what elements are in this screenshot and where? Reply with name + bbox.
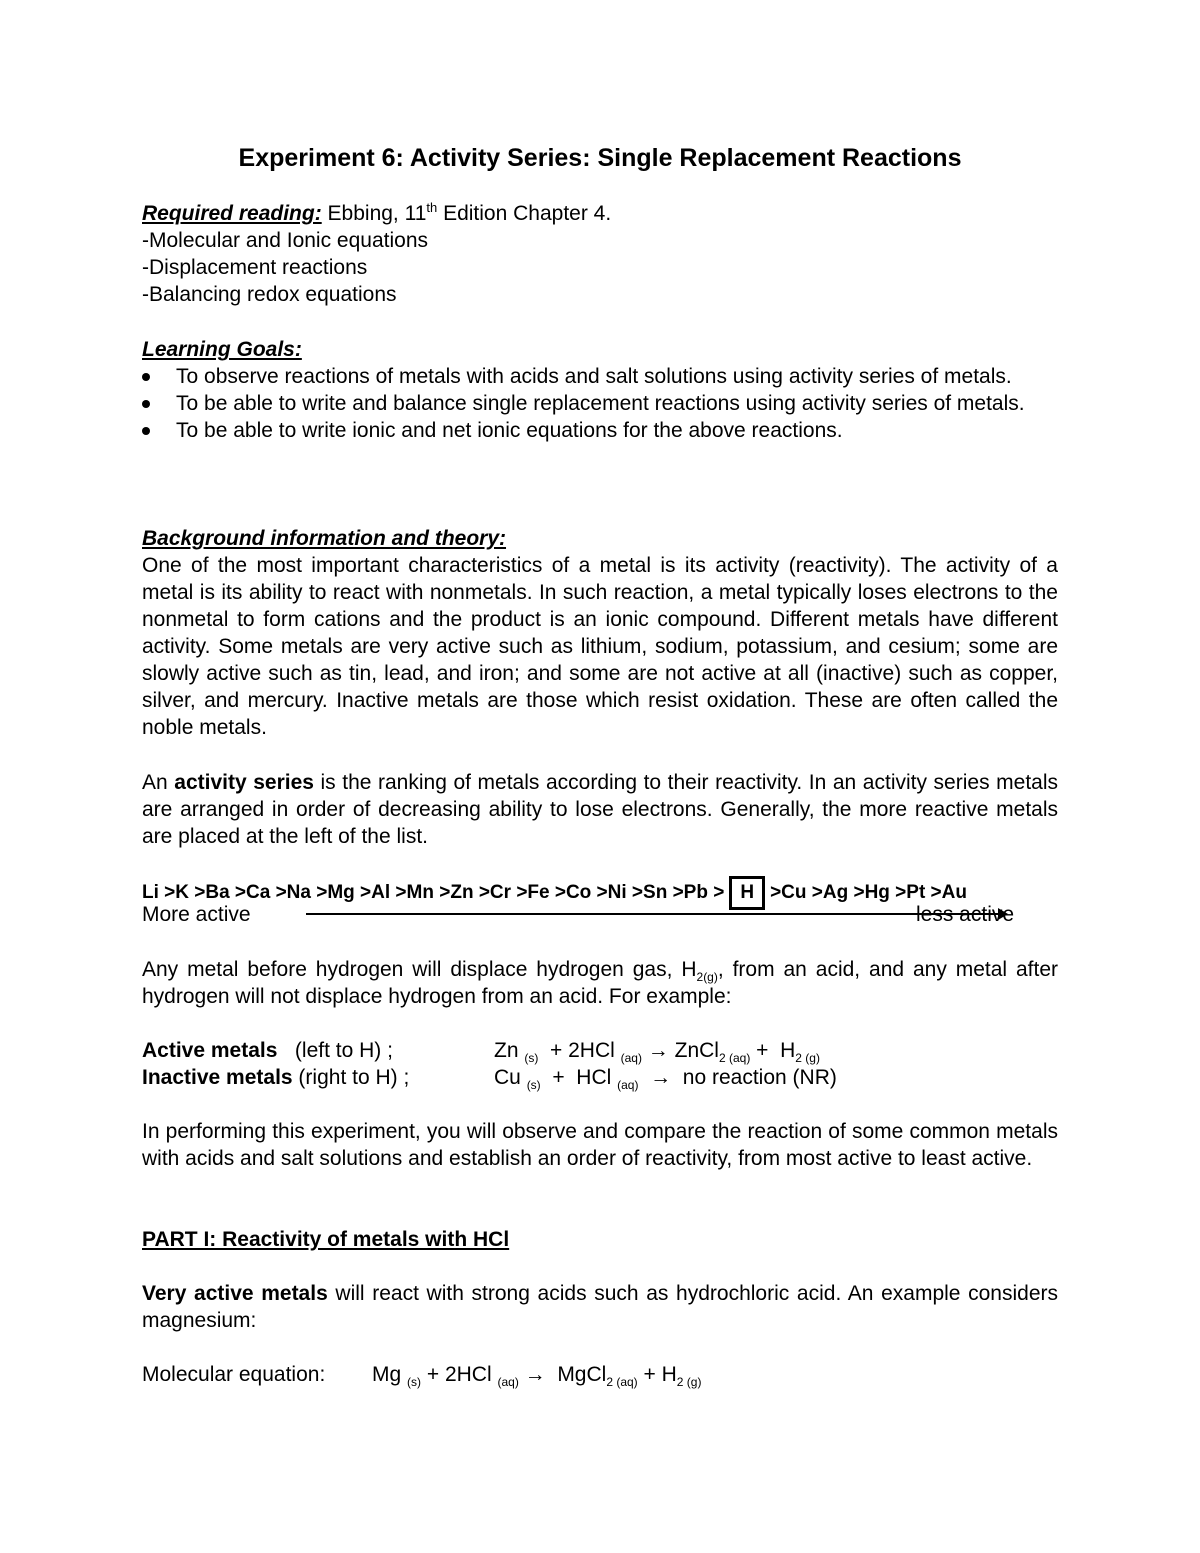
active-metals-note: (left to H) ; xyxy=(277,1039,393,1062)
part-one-heading xyxy=(142,1226,1058,1253)
inactive-metals-equation xyxy=(494,1064,837,1091)
learning-goals-heading: Learning Goals: xyxy=(142,338,302,361)
performing-paragraph: In performing this experiment, you will observe and compare the reaction of some common metals with acids and salt solutions and establish an order of reactivity, from most active to least active. xyxy=(142,1120,1058,1170)
subscript: (aq) xyxy=(620,1051,642,1065)
paragraph-text: is the ranking of metals according to their reactivity. In an activity series metals are arranged in order of decreasing ability to lose electrons. Generally, the more reactive metals are placed at the left of the list. xyxy=(142,771,1058,848)
subscript: 2 (g) xyxy=(676,1375,702,1389)
subscript: (s) xyxy=(407,1375,422,1389)
hydrogen-box: H xyxy=(729,876,765,910)
goal-text: To observe reactions of metals with acids and salt solutions using activity series of metals. xyxy=(176,365,1012,388)
background-paragraph: One of the most important characteristics of a metal is its activity (reactivity). The activity of a metal is its ability to react with nonmetals. In such reaction, a metal typically loses electrons to the nonmetal to form cations and the product is an ionic compound. Different metals have different activity. Some metals are very active such as lithium, sodium, potassium, and cesium; some are slowly active such as tin, lead, and iron; and some are not active at all (inactive) such as copper, silver, and mercury. Inactive metals are those which resist oxidation. These are often called the noble metals. xyxy=(142,554,1058,739)
subscript: 2 (aq) xyxy=(718,1051,751,1065)
subscript: 2(g) xyxy=(696,970,718,984)
activity-series-paragraph xyxy=(142,769,1058,850)
active-metals-label xyxy=(142,1037,393,1064)
active-metals-example xyxy=(142,1037,1062,1064)
eq-text: → MgCl xyxy=(518,1363,607,1386)
active-metals-equation xyxy=(494,1037,820,1064)
learning-goals-list xyxy=(142,363,1058,444)
inactive-metals-label xyxy=(142,1064,409,1091)
inactive-metals-note: (right to H) ; xyxy=(292,1066,410,1089)
goal-text: To be able to write and balance single replacement reactions using activity series of metals. xyxy=(176,392,1025,415)
bullet-icon xyxy=(142,427,150,435)
bullet-icon xyxy=(142,373,150,381)
eq-text: → no reaction (NR) xyxy=(638,1066,837,1089)
background-section xyxy=(142,525,1058,741)
subscript: 2 (g) xyxy=(795,1051,820,1065)
goal-item xyxy=(142,390,1058,417)
paragraph-text: , from an acid, and any metal after hydrogen will not displace hydrogen from an acid. For example: xyxy=(142,958,1058,1008)
reading-superscript: th xyxy=(426,200,438,215)
inactive-metals-example xyxy=(142,1064,1062,1091)
eq-text: → ZnCl xyxy=(641,1039,719,1062)
learning-goals-section xyxy=(142,336,1058,444)
inactive-metals-term: Inactive metals xyxy=(142,1066,293,1089)
goal-item xyxy=(142,363,1058,390)
subscript: (aq) xyxy=(617,1078,639,1092)
subscript: (s) xyxy=(526,1078,541,1092)
eq-text: + HCl xyxy=(540,1066,618,1089)
hydrogen-paragraph xyxy=(142,956,1058,1010)
activity-series-diagram xyxy=(142,876,1142,938)
arrow-line xyxy=(306,913,1006,915)
eq-text: + 2HCl xyxy=(421,1363,498,1386)
reading-item: -Balancing redox equations xyxy=(142,283,397,306)
reading-item: -Displacement reactions xyxy=(142,256,368,279)
subscript: (s) xyxy=(524,1051,539,1065)
goal-text: To be able to write ionic and net ionic equations for the above reactions. xyxy=(176,419,843,442)
eq-text: Zn xyxy=(494,1039,525,1062)
eq-text: + H xyxy=(637,1363,677,1386)
activity-series-term: activity series xyxy=(174,771,314,794)
subscript: 2 (aq) xyxy=(606,1375,638,1389)
paragraph-text: An xyxy=(142,771,175,794)
eq-text: Mg xyxy=(372,1363,408,1386)
molecular-equation-row xyxy=(142,1361,1062,1388)
part-one-title: PART I: Reactivity of metals with HCl xyxy=(142,1228,510,1251)
less-active-label: less active xyxy=(916,903,1015,926)
required-reading-heading: Required reading: xyxy=(142,202,322,225)
reading-item: -Molecular and Ionic equations xyxy=(142,229,429,252)
document-title: Experiment 6: Activity Series: Single Replacement Reactions xyxy=(238,144,962,172)
eq-text: + H xyxy=(750,1039,796,1062)
eq-text: + 2HCl xyxy=(538,1039,621,1062)
very-active-metals-term: Very active metals xyxy=(142,1282,328,1305)
paragraph-text: will react with strong acids such as hydrochloric acid. An example considers magnesium: xyxy=(142,1282,1058,1332)
reading-text-after: Edition Chapter 4. xyxy=(437,202,612,225)
reading-text-before: Ebbing, 11 xyxy=(321,202,427,225)
paragraph-text: Any metal before hydrogen will displace hydrogen gas, H xyxy=(142,958,697,981)
molecular-equation xyxy=(372,1361,701,1388)
subscript: (aq) xyxy=(497,1375,519,1389)
part-one-paragraph xyxy=(142,1280,1058,1334)
background-heading: Background information and theory: xyxy=(142,527,507,550)
active-metals-term: Active metals xyxy=(142,1039,278,1062)
molecular-equation-label: Molecular equation: xyxy=(142,1363,326,1386)
eq-text: Cu xyxy=(494,1066,527,1089)
goal-item xyxy=(142,417,1058,444)
bullet-icon xyxy=(142,400,150,408)
more-active-label: More active xyxy=(142,903,251,926)
required-reading-line xyxy=(142,200,1058,227)
series-left: Li >K >Ba >Ca >Na >Mg >Al >Mn >Zn >Cr >Fe >Co >Ni >Sn >Pb > xyxy=(142,882,725,903)
series-right: >Cu >Ag >Hg >Pt >Au xyxy=(770,882,967,903)
activity-series-list xyxy=(142,876,967,910)
required-reading-section xyxy=(142,200,1058,308)
